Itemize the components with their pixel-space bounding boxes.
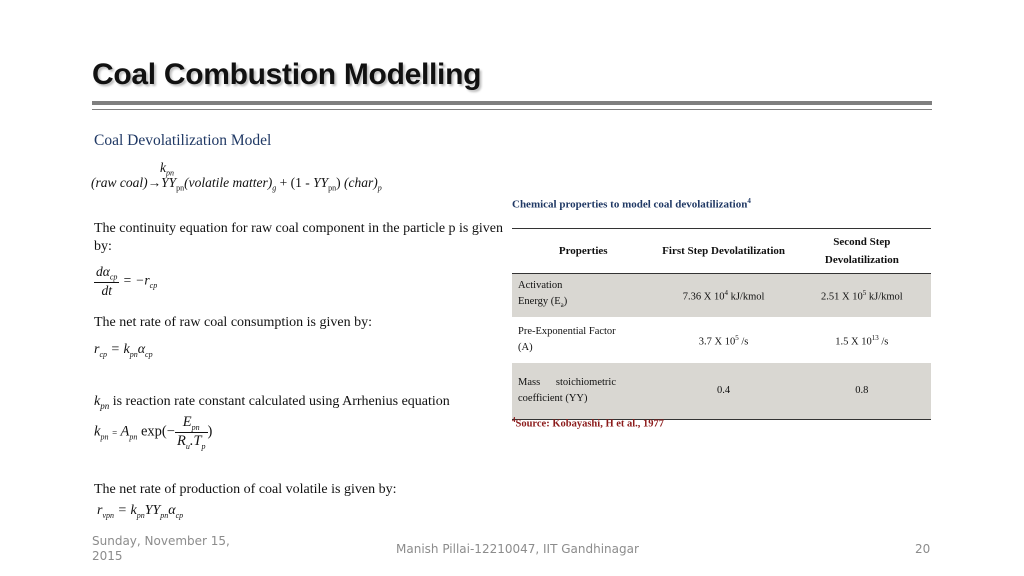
first-step-cell: 0.4: [717, 385, 731, 397]
table-caption: Chemical properties to model coal devolatilization$^4$: [512, 197, 751, 211]
section-subtitle: Coal Devolatilization Model: [94, 132, 272, 149]
second-step-cell: 2.51 X $10^5$ kJ/kmol: [821, 289, 903, 303]
volatile-text: The net rate of production of coal volatile is given by:: [94, 482, 397, 497]
header-properties: Properties: [558, 245, 608, 257]
second-step-cell: 1.5 X $10^{13}$ /s: [835, 333, 889, 348]
consumption-equation: $r_{cp} = k_{pn}\alpha_{cp}$: [94, 342, 153, 359]
header-first-step: First Step Devolatilization: [662, 245, 785, 257]
consumption-text: The net rate of raw coal consumption is given by:: [94, 315, 372, 330]
arrhenius-fraction: $\frac{E_{pn}}{R_u.T_p}$: [176, 414, 206, 451]
table-header-row: [512, 229, 931, 274]
table-row: [512, 363, 931, 420]
slide-title: Coal Combustion Modelling: [92, 58, 482, 91]
properties-table: [512, 228, 931, 420]
table-source: $^4$Source: Kobayashi, H et al., 1977: [512, 416, 665, 430]
title-rule-thick: [92, 101, 932, 105]
continuity-fraction: $\frac{d\alpha_{cp}}{dt}$: [96, 264, 118, 298]
arrhenius-equation: $k_{pn} = A_{pn}$ exp(− $\frac{E_{pn}}{R_u.T_p}$ ): [94, 414, 213, 451]
table-row: [512, 317, 931, 363]
footer-date: Sunday, November 15, 2015: [92, 534, 230, 563]
continuity-text: The continuity equation for raw coal component in the particle p is given by:: [94, 221, 503, 254]
volatile-equation: $r_{vpn} = k_{pn}YY_{pn}\alpha_{cp}$: [97, 503, 184, 520]
table-row: [512, 274, 931, 318]
footer-author: Manish Pillai-12210047, IIT Gandhinagar: [396, 542, 639, 556]
arrhenius-text: $k_{pn}$ is reaction rate constant calculated using Arrhenius equation: [94, 394, 450, 411]
footer-page-number: 20: [915, 542, 931, 556]
second-step-cell: 0.8: [855, 385, 869, 397]
header-second-step: Second Step Devolatilization: [824, 236, 899, 266]
reaction-rate-constant: $k_{pn}$: [160, 160, 174, 178]
first-step-cell: 7.36 X $10^4$ kJ/kmol: [682, 289, 765, 303]
property-cell: Pre-Exponential Factor (A): [518, 326, 616, 354]
reaction-lhs: (raw coal): [91, 175, 148, 190]
reaction-arrow: →: [147, 175, 162, 190]
continuity-equation: $\frac{d\alpha_{cp}}{dt}$ = $-r_{cp}$: [96, 264, 158, 298]
first-step-cell: 3.7 X $10^5$ /s: [698, 333, 749, 348]
reaction-equation: (raw $coal)\to YY_{pn}(volatile$ $matter)_g + (1 - YY_{pn})$ $(char)_p$: [91, 175, 382, 193]
property-cell: Mass stoichiometric coefficient (YY): [518, 377, 616, 405]
title-rule-thin: [92, 109, 932, 110]
property-cell: Activation Energy $(E_a)$: [518, 280, 568, 310]
